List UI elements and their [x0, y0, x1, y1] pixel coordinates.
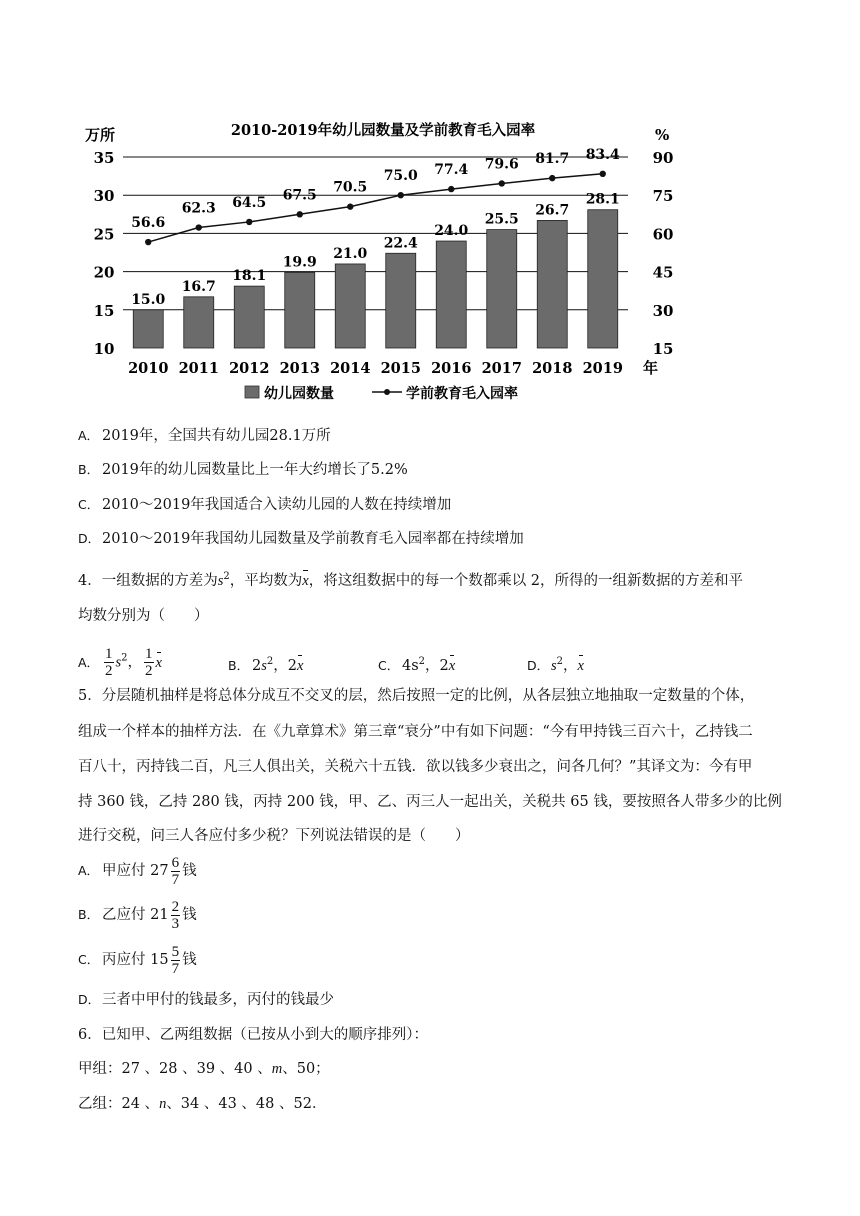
right-tick-label: 45 — [652, 263, 674, 282]
right-tick-label: 60 — [652, 225, 674, 244]
rate-value-label: 77.4 — [434, 162, 469, 179]
q6-stem: 6．已知甲、乙两组数据（已按从小到大的顺序排列）： — [78, 1027, 428, 1043]
option-label: A． — [78, 428, 100, 443]
option-label: D． — [78, 531, 101, 546]
q4-text-3: ，将这组数据中的每一个数都乘以 2，所得的一组新数据的方差和平 — [308, 572, 744, 589]
bar — [133, 310, 163, 348]
x-tick-label: 2016 — [431, 360, 472, 377]
option-text: 2010～2019年我国幼儿园数量及学前教育毛入园率都在持续增加 — [102, 531, 524, 547]
bar-value-label: 21.0 — [333, 245, 368, 262]
q4-option-a: A． $\frac{1}{2}$ $s^2$， $\frac{1}{2}$ x — [78, 646, 162, 679]
x-tick-label: 2014 — [330, 360, 371, 377]
rate-point — [246, 219, 252, 225]
fraction-one-half: $\frac{1}{2}$ — [105, 646, 113, 679]
bar-value-label: 24.0 — [434, 223, 469, 240]
q5-stem-line: 百八十，丙持钱二百，凡三人俱出关，关税六十五钱．欲以钱多少衰出之，问各几何？”其译文为：今有甲 — [78, 759, 753, 775]
rate-value-label: 75.0 — [383, 168, 418, 185]
option-label: C． — [378, 657, 400, 673]
mean-symbol: x — [302, 572, 309, 589]
option-label: A． — [78, 863, 100, 878]
q5-option-a: A． 甲应付 27 $\frac{6}{7}$ 钱 — [78, 854, 197, 888]
left-axis-unit: 万所 — [85, 126, 116, 144]
left-tick-label: 20 — [93, 263, 115, 282]
q5-option-d — [78, 990, 334, 1010]
left-tick-label: 25 — [93, 225, 115, 244]
rate-point — [398, 192, 404, 198]
chart-title: 2010-2019年幼儿园数量及学前教育毛入园率 — [230, 122, 536, 139]
legend-line-marker — [384, 389, 390, 395]
option-label: A． — [78, 654, 100, 670]
mean-symbol: x — [155, 654, 162, 671]
option-text: 2019年，全国共有幼儿园28.1万所 — [102, 428, 331, 444]
option-text: 2019年的幼儿园数量比上一年大约增长了5.2% — [102, 462, 408, 478]
q3-option-a — [78, 426, 331, 446]
bar-value-label: 19.9 — [282, 254, 317, 271]
rate-value-label: 56.6 — [131, 215, 166, 232]
right-axis-unit: % — [655, 126, 670, 144]
q4-option-d: D． $s^2$，x — [527, 656, 584, 674]
bar-value-label: 25.5 — [484, 211, 519, 228]
bar — [487, 230, 517, 348]
x-axis-unit: 年 — [643, 359, 659, 377]
rate-point — [448, 186, 454, 192]
q6-group-2: 乙组：24 、n、34 、43 、48 、52． — [78, 1096, 327, 1112]
rate-point — [347, 203, 353, 209]
x-tick-label: 2013 — [279, 360, 320, 377]
square-exponent: 2 — [223, 571, 230, 582]
legend — [245, 385, 518, 402]
q5-stem-line: 5．分层随机抽样是将总体分成互不交叉的层，然后按照一定的比例，从各层独立地抽取一定数量的个体， — [78, 688, 755, 704]
left-tick-label: 10 — [93, 340, 115, 358]
option-label: C． — [78, 952, 100, 967]
bar-value-label: 26.7 — [535, 202, 570, 219]
fraction: $\frac{2}{3}$ — [171, 898, 180, 932]
fraction-one-half: $\frac{1}{2}$ — [145, 646, 153, 679]
left-tick-label: 30 — [93, 187, 115, 206]
bar — [588, 210, 618, 348]
legend-line-label: 学前教育毛入园率 — [406, 386, 518, 402]
bar — [335, 264, 365, 348]
x-tick-label: 2015 — [380, 360, 421, 377]
variance-symbol: s — [115, 654, 122, 671]
rate-point — [549, 175, 555, 181]
variable-m: m — [271, 1061, 283, 1077]
bar-value-label: 16.7 — [181, 278, 216, 295]
bar — [234, 286, 264, 348]
left-ticks — [94, 149, 115, 358]
x-tick-label: 2011 — [178, 360, 219, 377]
bar — [386, 253, 416, 348]
rate-value-label: 83.4 — [585, 146, 620, 163]
x-tick-label: 2017 — [481, 360, 522, 377]
variable-n: n — [159, 1096, 167, 1112]
q4-text-2: ，平均数为 — [229, 572, 303, 589]
right-tick-label: 30 — [652, 301, 674, 320]
right-tick-label: 75 — [652, 187, 674, 206]
q3-option-c — [78, 495, 451, 515]
rate-point — [297, 211, 303, 217]
q4-text-1: 4．一组数据的方差为 — [78, 572, 218, 589]
bar — [285, 272, 315, 348]
rate-value-label: 62.3 — [181, 200, 216, 217]
q4-stem-line2: 均数分别为（ ） — [78, 608, 209, 624]
x-ticks — [128, 360, 623, 377]
bar — [184, 297, 214, 348]
legend-bar-swatch — [245, 386, 259, 398]
bar-value-label: 15.0 — [131, 291, 166, 308]
x-tick-label: 2012 — [229, 360, 270, 377]
x-tick-label: 2019 — [582, 360, 623, 377]
option-label: D． — [78, 992, 101, 1007]
q4-stem — [78, 567, 743, 591]
rate-point — [600, 171, 606, 177]
rate-value-label: 70.5 — [333, 179, 368, 196]
bar-value-label: 22.4 — [383, 235, 418, 252]
option-text: 三者中甲付的钱最多，丙付的钱最少 — [102, 992, 334, 1008]
rate-value-label: 81.7 — [535, 151, 570, 168]
q5-stem-line: 持 360 钱，乙持 280 钱，丙持 200 钱，甲、乙、丙三人一起出关，关税共 65 钱，要按照各人带多少的比例 — [78, 794, 782, 810]
q5-option-b: B． 乙应付 21 $\frac{2}{3}$ 钱 — [78, 898, 197, 932]
option-label: B． — [78, 462, 100, 477]
q6-group-1: 甲组：27 、28 、39 、40 、m、50； — [78, 1061, 330, 1077]
q4-option-b: B． $2s^2$，2x — [228, 656, 304, 674]
option-label: B． — [228, 657, 250, 673]
q4-options — [78, 642, 778, 682]
option-text: 2010～2019年我国适合入读幼儿园的人数在持续增加 — [102, 497, 452, 513]
x-tick-label: 2010 — [128, 360, 169, 377]
fraction: $\frac{6}{7}$ — [171, 854, 180, 888]
q5-stem-line: 进行交税，问三人各应付多少税？下列说法错误的是（ ） — [78, 828, 470, 844]
q3-option-b — [78, 460, 408, 480]
left-tick-label: 15 — [93, 301, 115, 320]
rate-point — [499, 180, 505, 186]
rate-point — [196, 224, 202, 230]
square-exponent: 2 — [121, 652, 128, 664]
right-tick-label: 90 — [652, 149, 674, 167]
bar — [537, 220, 567, 348]
q5-option-c: C． 丙应付 15 $\frac{5}{7}$ 钱 — [78, 943, 197, 977]
bar-value-label: 28.1 — [585, 191, 620, 208]
option-label: B． — [78, 907, 100, 922]
option-label: C． — [78, 497, 100, 512]
left-tick-label: 35 — [93, 149, 115, 167]
x-tick-label: 2018 — [532, 360, 573, 377]
fraction: $\frac{5}{7}$ — [171, 943, 180, 977]
right-tick-label: 15 — [652, 340, 674, 358]
right-ticks — [653, 149, 674, 358]
legend-bar-label: 幼儿园数量 — [264, 386, 334, 402]
q4-option-c: C． $4s^2$，2x — [378, 656, 456, 674]
q3-option-d — [78, 529, 524, 549]
variance-symbol: s — [217, 572, 224, 589]
kindergarten-chart — [80, 118, 680, 410]
bar — [436, 241, 466, 348]
option-label: D． — [527, 657, 550, 673]
rate-point — [145, 239, 151, 245]
bar-value-label: 18.1 — [232, 268, 267, 285]
rate-value-label: 79.6 — [484, 156, 519, 173]
q5-stem-line: 组成一个样本的抽样方法．在《九章算术》第三章“衰分”中有如下问题：“今有甲持钱三百六十，乙持钱二 — [78, 724, 753, 740]
rate-value-label: 64.5 — [232, 194, 267, 211]
rate-value-label: 67.5 — [282, 187, 317, 204]
